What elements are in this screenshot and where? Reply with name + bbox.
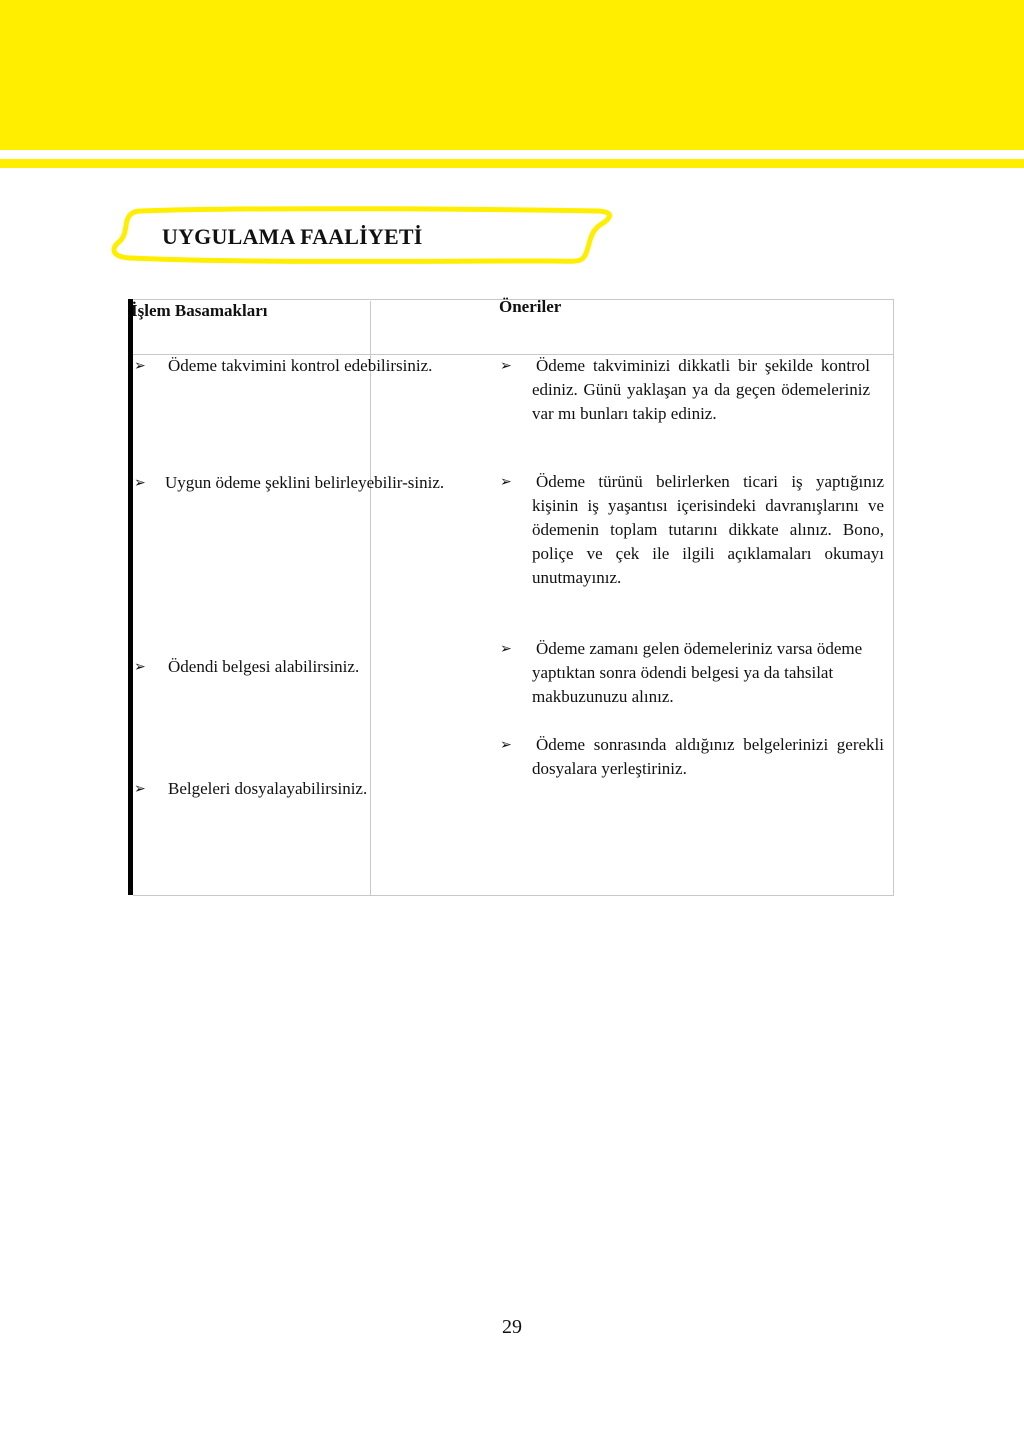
suggestion-text: Ödeme zamanı gelen ödemeleriniz varsa ödeme yaptıktan sonra ödendi belgesi ya da tahsilat makbuzunuzu alınız. <box>532 639 863 706</box>
step-text: Ödendi belgesi alabilirsiniz. <box>168 657 360 676</box>
step-text: Uygun ödeme şeklini belirleyebilir-siniz. <box>165 473 445 492</box>
header-yellow-band <box>0 0 1024 150</box>
suggestion-item <box>500 354 870 426</box>
step-item <box>134 777 486 801</box>
arrowhead-bullet-icon: ➢ <box>500 641 512 657</box>
suggestion-item <box>500 637 872 709</box>
page-title: UYGULAMA FAALİYETİ <box>162 224 423 249</box>
table-column-divider <box>370 301 371 895</box>
suggestion-text: Ödeme türünü belirlerken ticari iş yaptığınız kişinin iş yaşantısı içerisindeki davranışlarını ve ödemenin toplam tutarını dikkate alınız. Bono, poliçe ve çek ile ilgili açıklamaları okumayı unutmayınız. <box>532 472 884 587</box>
step-item <box>134 655 486 679</box>
suggestion-text: Ödeme takviminizi dikkatli bir şekilde kontrol ediniz. Günü yaklaşan ya da geçen ödemeleriniz var mı bunları takip ediniz. <box>532 356 870 423</box>
column-header-suggestions: Öneriler <box>499 297 562 316</box>
column-header-steps: İşlem Basamakları <box>131 301 268 320</box>
arrowhead-bullet-icon: ➢ <box>134 475 146 491</box>
step-item <box>134 471 490 495</box>
arrowhead-bullet-icon: ➢ <box>500 474 512 490</box>
arrowhead-bullet-icon: ➢ <box>500 358 512 374</box>
step-text: Ödeme takvimini kontrol edebilirsiniz. <box>168 356 433 375</box>
arrowhead-bullet-icon: ➢ <box>500 737 512 753</box>
suggestion-text: Ödeme sonrasında aldığınız belgelerinizi gerekli dosyalara yerleştiriniz. <box>532 735 884 778</box>
suggestion-item <box>500 470 884 590</box>
step-item <box>134 354 486 378</box>
arrowhead-bullet-icon: ➢ <box>134 781 146 797</box>
arrowhead-bullet-icon: ➢ <box>134 358 146 374</box>
step-text: Belgeleri dosyalayabilirsiniz. <box>168 779 368 798</box>
arrowhead-bullet-icon: ➢ <box>134 659 146 675</box>
suggestion-item <box>500 733 884 781</box>
header-yellow-stripe <box>0 159 1024 168</box>
page-number: 29 <box>502 1316 522 1338</box>
